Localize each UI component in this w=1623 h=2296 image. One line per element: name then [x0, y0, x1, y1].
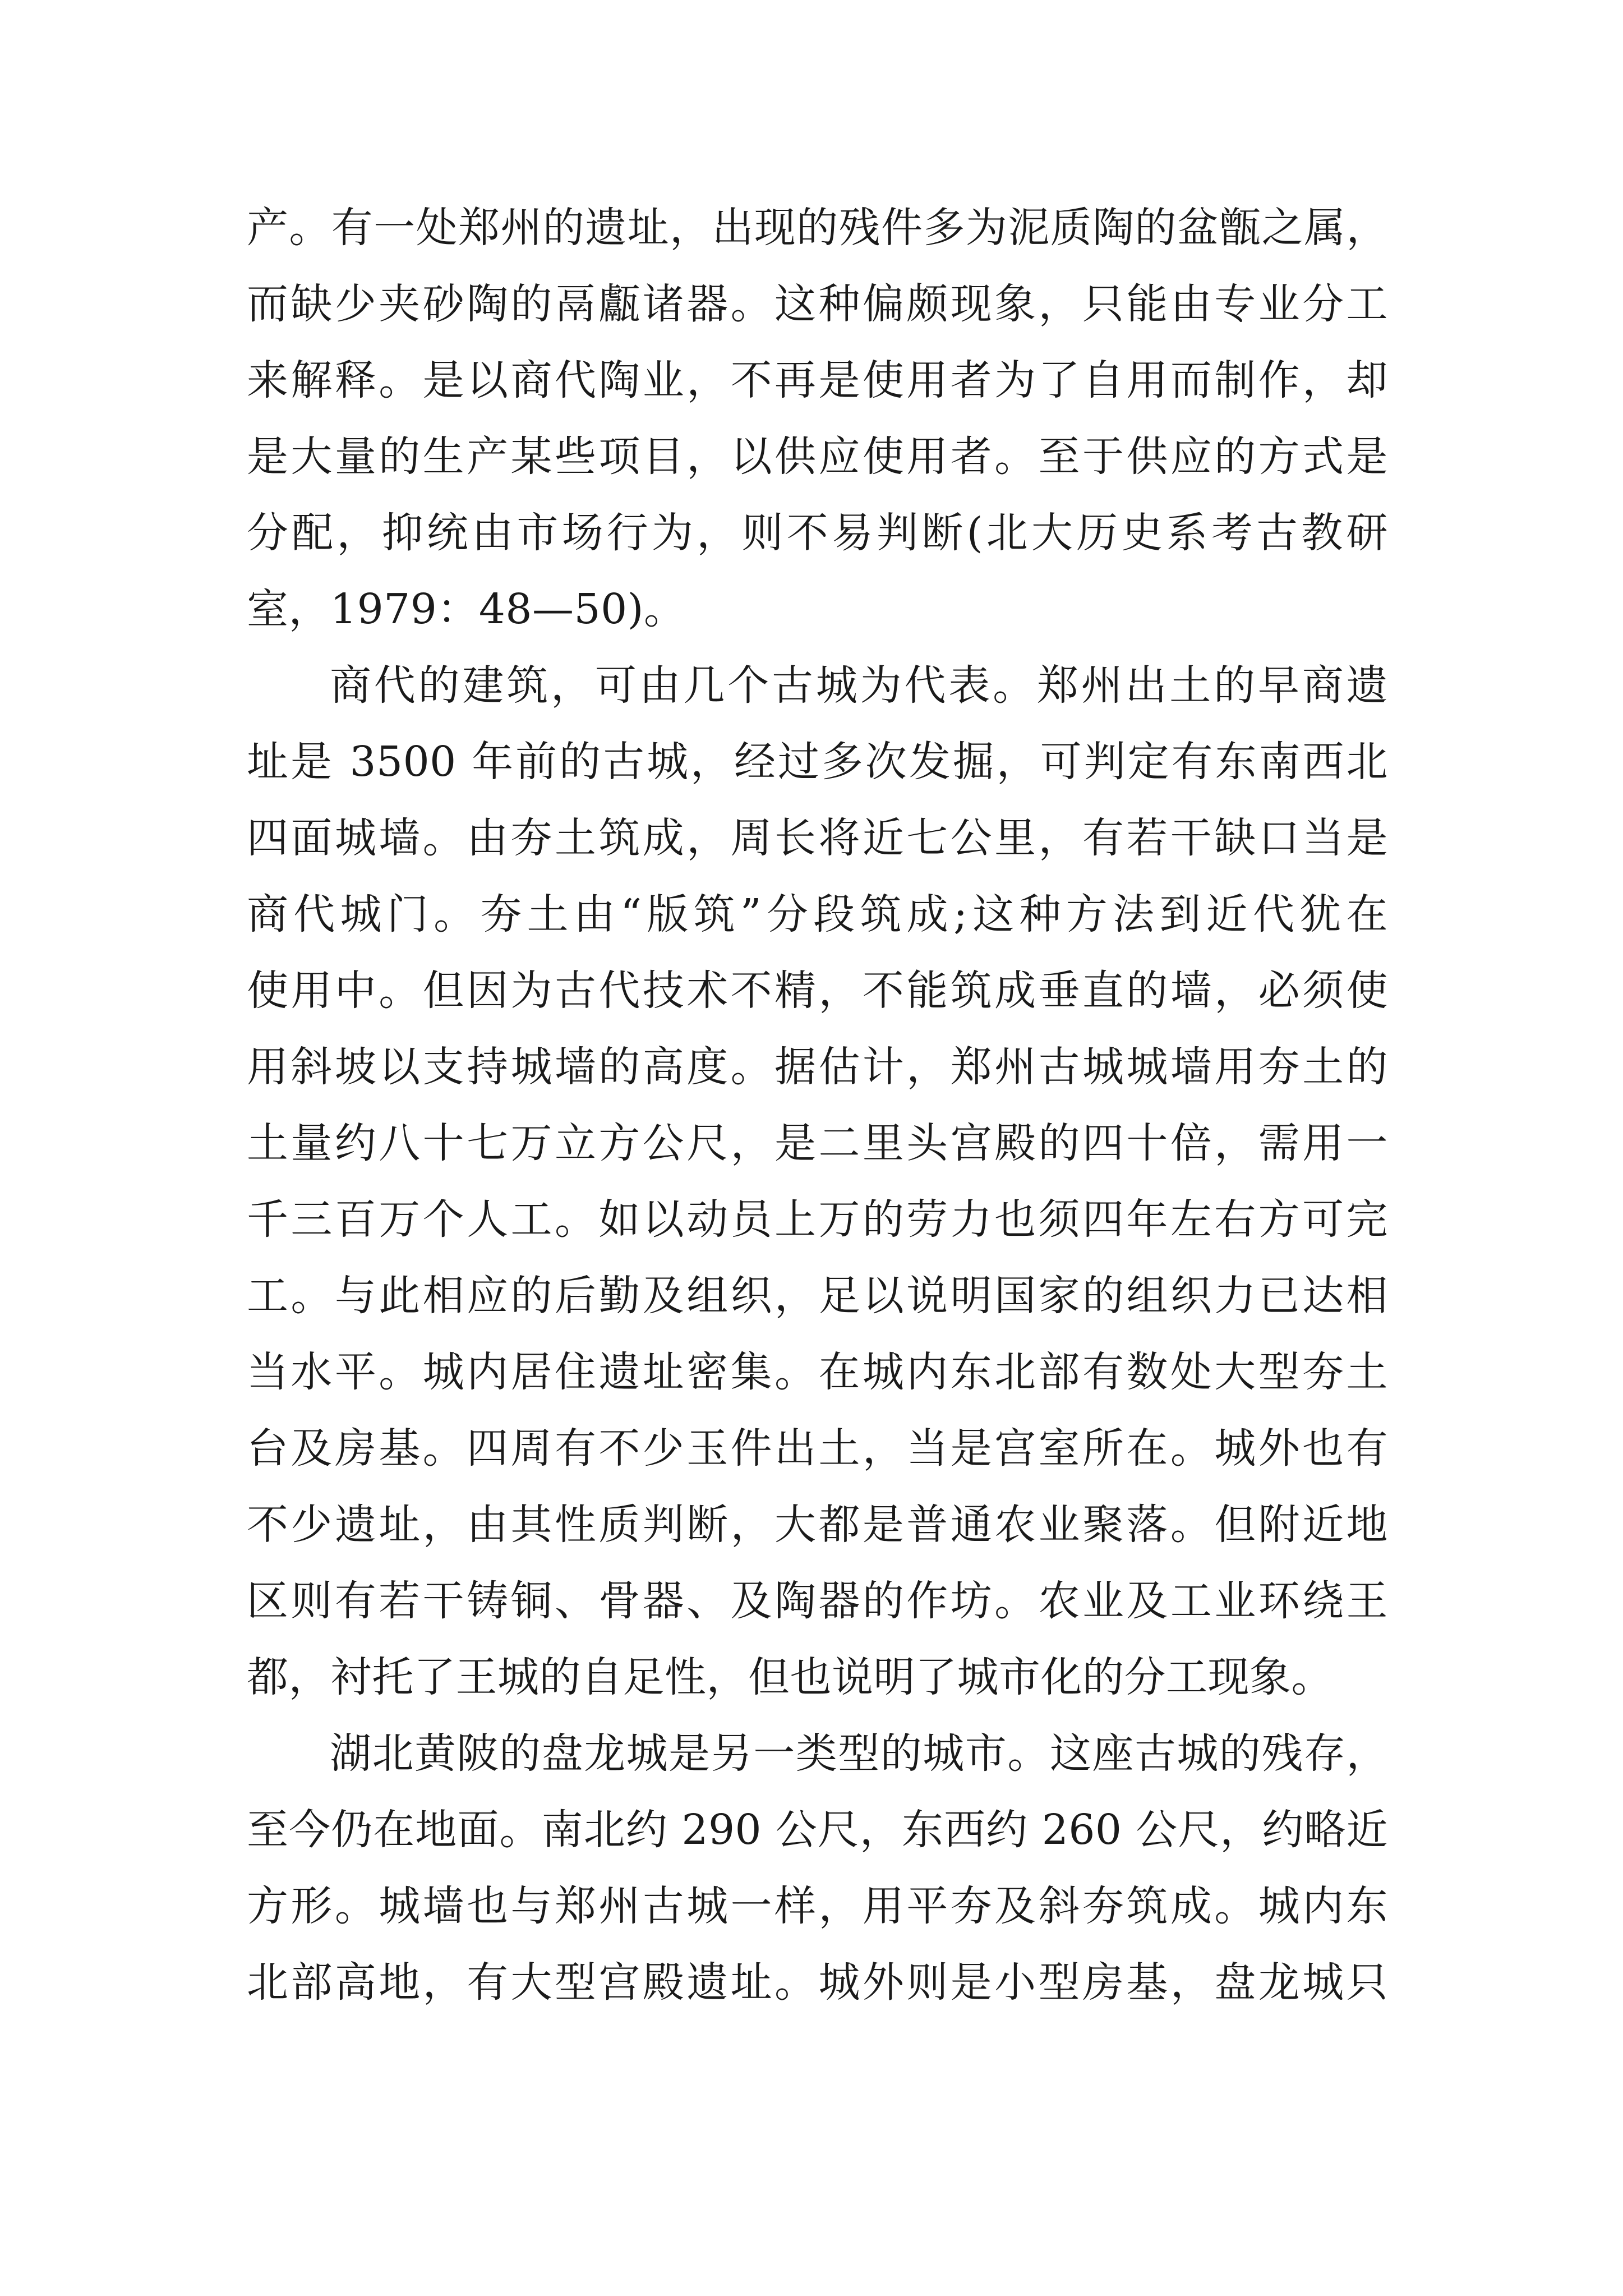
- text-line: 土量约八十七万立方公尺，是二里头宫殿的四十倍，需用一: [247, 1119, 1388, 1167]
- text-line: 北部高地，有大型宫殿遗址。城外则是小型房基，盘龙城只: [247, 1958, 1388, 2007]
- text-line: 室，1979：48—50)。: [247, 585, 686, 633]
- text-line: 方形。城墙也与郑州古城一样，用平夯及斜夯筑成。城内东: [247, 1882, 1388, 1930]
- text-line: 工。与此相应的后勤及组织，足以说明国家的组织力已达相: [247, 1272, 1388, 1320]
- text-line: 而缺少夹砂陶的鬲甗诸器。这种偏颇现象，只能由专业分工: [247, 280, 1388, 328]
- text-line: 当水平。城内居住遗址密集。在城内东北部有数处大型夯土: [247, 1348, 1388, 1396]
- text-line: 四面城墙。由夯土筑成，周长将近七公里，有若干缺口当是: [247, 814, 1388, 862]
- text-line: 都，衬托了王城的自足性，但也说明了城市化的分工现象。: [247, 1653, 1333, 1701]
- text-line: 台及房基。四周有不少玉件出土，当是宫室所在。城外也有: [247, 1424, 1388, 1473]
- text-line: 千三百万个人工。如以动员上万的劳力也须四年左右方可完: [247, 1195, 1388, 1244]
- body-text: [247, 190, 1388, 2021]
- text-line: 分配，抑统由市场行为，则不易判断(北大历史系考古教研: [247, 509, 1388, 557]
- text-line: 区则有若干铸铜、骨器、及陶器的作坊。农业及工业环绕王: [247, 1577, 1388, 1625]
- text-line: 商代的建筑，可由几个古城为代表。郑州出土的早商遗: [330, 661, 1388, 710]
- text-line: 是大量的生产某些项目，以供应使用者。至于供应的方式是: [247, 432, 1388, 481]
- text-line: 使用中。但因为古代技术不精，不能筑成垂直的墙，必须使: [247, 967, 1388, 1015]
- text-line: 址是 3500 年前的古城，经过多次发掘，可判定有东南西北: [247, 738, 1388, 786]
- text-line: 用斜坡以支持城墙的高度。据估计，郑州古城城墙用夯土的: [247, 1043, 1388, 1091]
- text-line: 至今仍在地面。南北约 290 公尺，东西约 260 公尺，约略近: [247, 1806, 1388, 1854]
- text-line: 湖北黄陂的盘龙城是另一类型的城市。这座古城的残存，: [330, 1729, 1388, 1778]
- text-line: 来解释。是以商代陶业，不再是使用者为了自用而制作，却: [247, 356, 1388, 404]
- text-line: 商代城门。夯土由“版筑”分段筑成;这种方法到近代犹在: [247, 890, 1388, 938]
- text-line: 不少遗址，由其性质判断，大都是普通农业聚落。但附近地: [247, 1501, 1388, 1549]
- text-line: 产。有一处郑州的遗址，出现的残件多为泥质陶的盆甑之属，: [247, 204, 1388, 252]
